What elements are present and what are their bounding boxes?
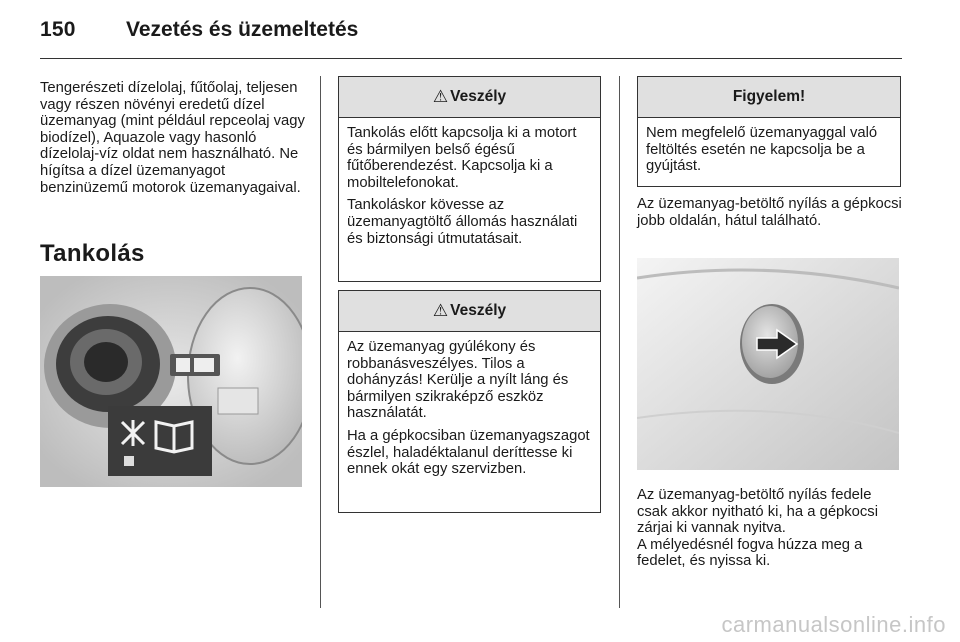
- danger-box-header: [339, 77, 600, 118]
- danger-box-1: [338, 76, 601, 282]
- danger-box-title: Veszély: [450, 88, 507, 105]
- caution-text: Nem megfelelő üzemanyaggal való feltöltés esetén ne kapcsolja be a gyújtást.: [646, 125, 878, 175]
- caution-box-body: [638, 118, 900, 181]
- cover-paragraph: Az üzemanyag-betöltő nyílás fedele csak akkor nyitható ki, ha a gépkocsi zárjai ki vannak nyitva.: [637, 487, 878, 537]
- section-title: Tankolás: [40, 240, 145, 267]
- caution-box-header: [638, 77, 900, 118]
- danger-paragraph: Tankoláskor kövesse az üzemanyagtöltő állomás használati és biztonsági útmutatásait.: [347, 197, 578, 247]
- chapter-title: Vezetés és üzemeltetés: [126, 18, 359, 41]
- fuel-door-photo: [637, 258, 899, 470]
- danger-paragraph: Az üzemanyag gyúlékony és robbanásveszélyes. Tilos a dohányzás! Kerülje a nyílt láng és bármilyen szikraképző eszköz használatát.: [347, 339, 569, 422]
- column-3-text-bottom: [637, 487, 903, 570]
- intro-paragraph: Tengerészeti dízelolaj, fűtőolaj, teljesen vagy részen növényi eredetű dízel üzemanyag (mint például repceolaj vagy biodízel), Aquazole vagy hasonló dízelolaj-víz oldat nem használható. Ne hígítsa a dízel üzemanyagot benzinüzemű motorok üzemanyagaival.: [40, 80, 305, 196]
- danger-box-body: [339, 118, 600, 253]
- watermark: carmanualsonline.info: [721, 612, 946, 637]
- column-divider: [320, 76, 321, 608]
- page-header: [40, 14, 902, 59]
- warning-triangle-icon: ⚠: [432, 301, 449, 320]
- fuel-filler-photo: [40, 276, 302, 487]
- caution-box-title: Figyelem!: [732, 88, 806, 105]
- cover-paragraph: A mélyedésnél fogva húzza meg a fedelet, és nyissa ki.: [637, 536, 863, 570]
- column-3-text-top: [637, 196, 903, 229]
- caution-box: [637, 76, 901, 187]
- danger-paragraph: Ha a gépkocsiban üzemanyagszagot észlel, haladéktalanul deríttesse ki ennek okát egy szervizben.: [347, 427, 590, 478]
- page-number: 150: [40, 18, 76, 41]
- danger-paragraph: Tankolás előtt kapcsolja ki a motort és bármilyen belső égésű fűtőberendezést. Kapcsolja ki a mobiltelefonokat.: [347, 125, 577, 191]
- column-1: [40, 80, 310, 196]
- danger-box-body: [339, 332, 600, 484]
- location-paragraph: Az üzemanyag-betöltő nyílás a gépkocsi jobb oldalán, hátul található.: [637, 196, 902, 229]
- warning-triangle-icon: ⚠: [432, 87, 449, 106]
- danger-box-header: [339, 291, 600, 332]
- column-divider: [619, 76, 620, 608]
- danger-box-2: [338, 290, 601, 513]
- danger-box-title: Veszély: [450, 302, 507, 319]
